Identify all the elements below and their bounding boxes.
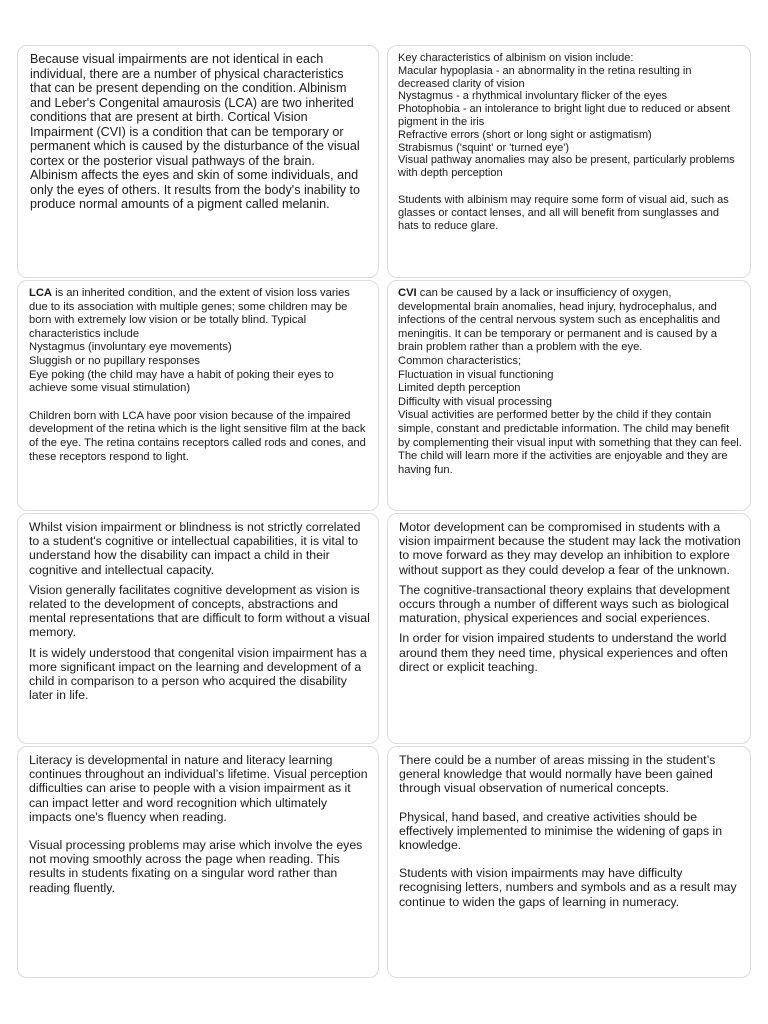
cognitive-paragraph-3: It is widely understood that congenital vision impairment has a more significant impact on the learning and development of a child in comparison to a person who acquired the disability later in life. bbox=[29, 645, 367, 703]
card-visual-impairment-overview bbox=[17, 45, 379, 278]
cvi-paragraph bbox=[398, 287, 742, 477]
card-cognitive-development bbox=[17, 513, 379, 744]
cvi-text: can be caused by a lack or insufficiency of oxygen, developmental brain anomalies, head injury, hydrocephalus, and infections of the central nervous system such as encephalitis and meningitis. It can be temporary or permanent and is caused by a brain problem rather than a problem with the eye. Common characteristics; Fluctuation in visual functioning Limited depth perception Difficulty with visual processing Visual activities are performed better by the child if they contain simple, constant and predictable information. The child may benefit by complementing their visual input with something that they can feel. The child will learn more if the activities are enjoyable and they are having fun. bbox=[398, 287, 742, 476]
card-albinism-characteristics bbox=[387, 45, 751, 278]
card-literacy bbox=[17, 746, 379, 978]
card-motor-development bbox=[387, 513, 751, 744]
motor-paragraph-1: Motor development can be compromised in students with a vision impairment because the student may lack the motivation to move forward as they may develop an inhibition to explore without support as they could develop a fear of the unknown. bbox=[399, 520, 741, 577]
card-numeracy bbox=[387, 746, 751, 978]
numeracy-paragraph-2: Physical, hand based, and creative activities should be effectively implemented to minimise the widening of gaps in knowledge. bbox=[399, 809, 723, 853]
albinism-paragraph: Albinism affects the eyes and skin of some individuals, and only the eyes of others. It results from the body's inability to produce normal amounts of a pigment called melanin. bbox=[30, 168, 361, 211]
lca-term: LCA bbox=[29, 287, 52, 299]
card-cvi bbox=[387, 280, 751, 511]
albinism-characteristics-list: Key characteristics of albinism on vision include: Macular hypoplasia - an abnormality in the retina resulting in decreased clarity of vision Nystagmus - a rhythmical involuntary flicker of the eyes Photophobia - an intolerance to bright light due to reduced or absent pigment in the iris Refractive errors (short or long sight or astigmatism) Strabismus ('squint' or 'turned eye') Visual pathway anomalies may also be present, particularly problems with depth perception bbox=[398, 52, 735, 180]
lca-text: is an inherited condition, and the extent of vision loss varies due to its association with multiple genes; some children may be born with extremely low vision or be totally blind. Typical characteristics include Nystagmus (involuntary eye movements) Sluggish or no pupillary responses Eye poking (the child may have a habit of poking their eyes to achieve some visual stimulation) bbox=[29, 287, 350, 395]
lca-paragraph bbox=[29, 287, 370, 396]
motor-paragraph-2: The cognitive-transactional theory explains that development occurs through a number of different ways such as biological maturation, physical experiences and social experiences. bbox=[399, 582, 730, 626]
motor-paragraph-3: In order for vision impaired students to understand the world around them they need time, physical experiences and often direct or explicit teaching. bbox=[399, 631, 728, 674]
cvi-term: CVI bbox=[398, 287, 417, 299]
card-lca bbox=[17, 280, 379, 511]
cognitive-paragraph-1: Whilst vision impairment or blindness is not strictly correlated to a student's cognitive or intellectual capabilities, it is vital to understand how the disability can impact a child in their cognitive and intellectual capacity. bbox=[29, 520, 361, 577]
cognitive-paragraph-2: Vision generally facilitates cognitive development as vision is related to the development of concepts, abstractions and mental representations that are difficult to form without a visual memory. bbox=[29, 582, 370, 640]
albinism-visual-aid-paragraph: Students with albinism may require some form of visual aid, such as glasses or contact lenses, and all will benefit from sunglasses and hats to reduce glare. bbox=[398, 193, 729, 232]
numeracy-paragraph-3: Students with vision impairments may have difficulty recognising letters, numbers and symbols and as a result may continue to widen the gaps of learning in numeracy. bbox=[399, 866, 737, 909]
literacy-paragraph-1: Literacy is developmental in nature and literacy learning continues throughout an individual’s lifetime. Visual perception difficulties can arise to people with a vision impairment as it can impact letter and word recognition which ultimately impacts one's fluency when reading. bbox=[29, 753, 368, 824]
numeracy-paragraph-1: There could be a number of areas missing in the student’s general knowledge that would normally have been gained through visual observation of numerical concepts. bbox=[399, 753, 716, 796]
overview-paragraph: Because visual impairments are not identical in each individual, there are a number of physical characteristics that can be present depending on the condition. Albinism and Leber's Congenital amaurosis (LCA) are two inherited conditions that are present at birth. Cortical Vision Impairment (CVI) is a condition that can be temporary or permanent which is caused by the disturbance of the visual cortex or the posterior visual pathways of the brain. bbox=[30, 52, 360, 168]
literacy-paragraph-2: Visual processing problems may arise which involve the eyes not moving smoothly across the page when reading. This results in students fixating on a singular word rather than reading fluently. bbox=[29, 838, 363, 895]
lca-retina-paragraph: Children born with LCA have poor vision because of the impaired development of the retina which is the light sensitive film at the back of the eye. The retina contains receptors called rods and cones, and these receptors respond to light. bbox=[29, 409, 366, 463]
